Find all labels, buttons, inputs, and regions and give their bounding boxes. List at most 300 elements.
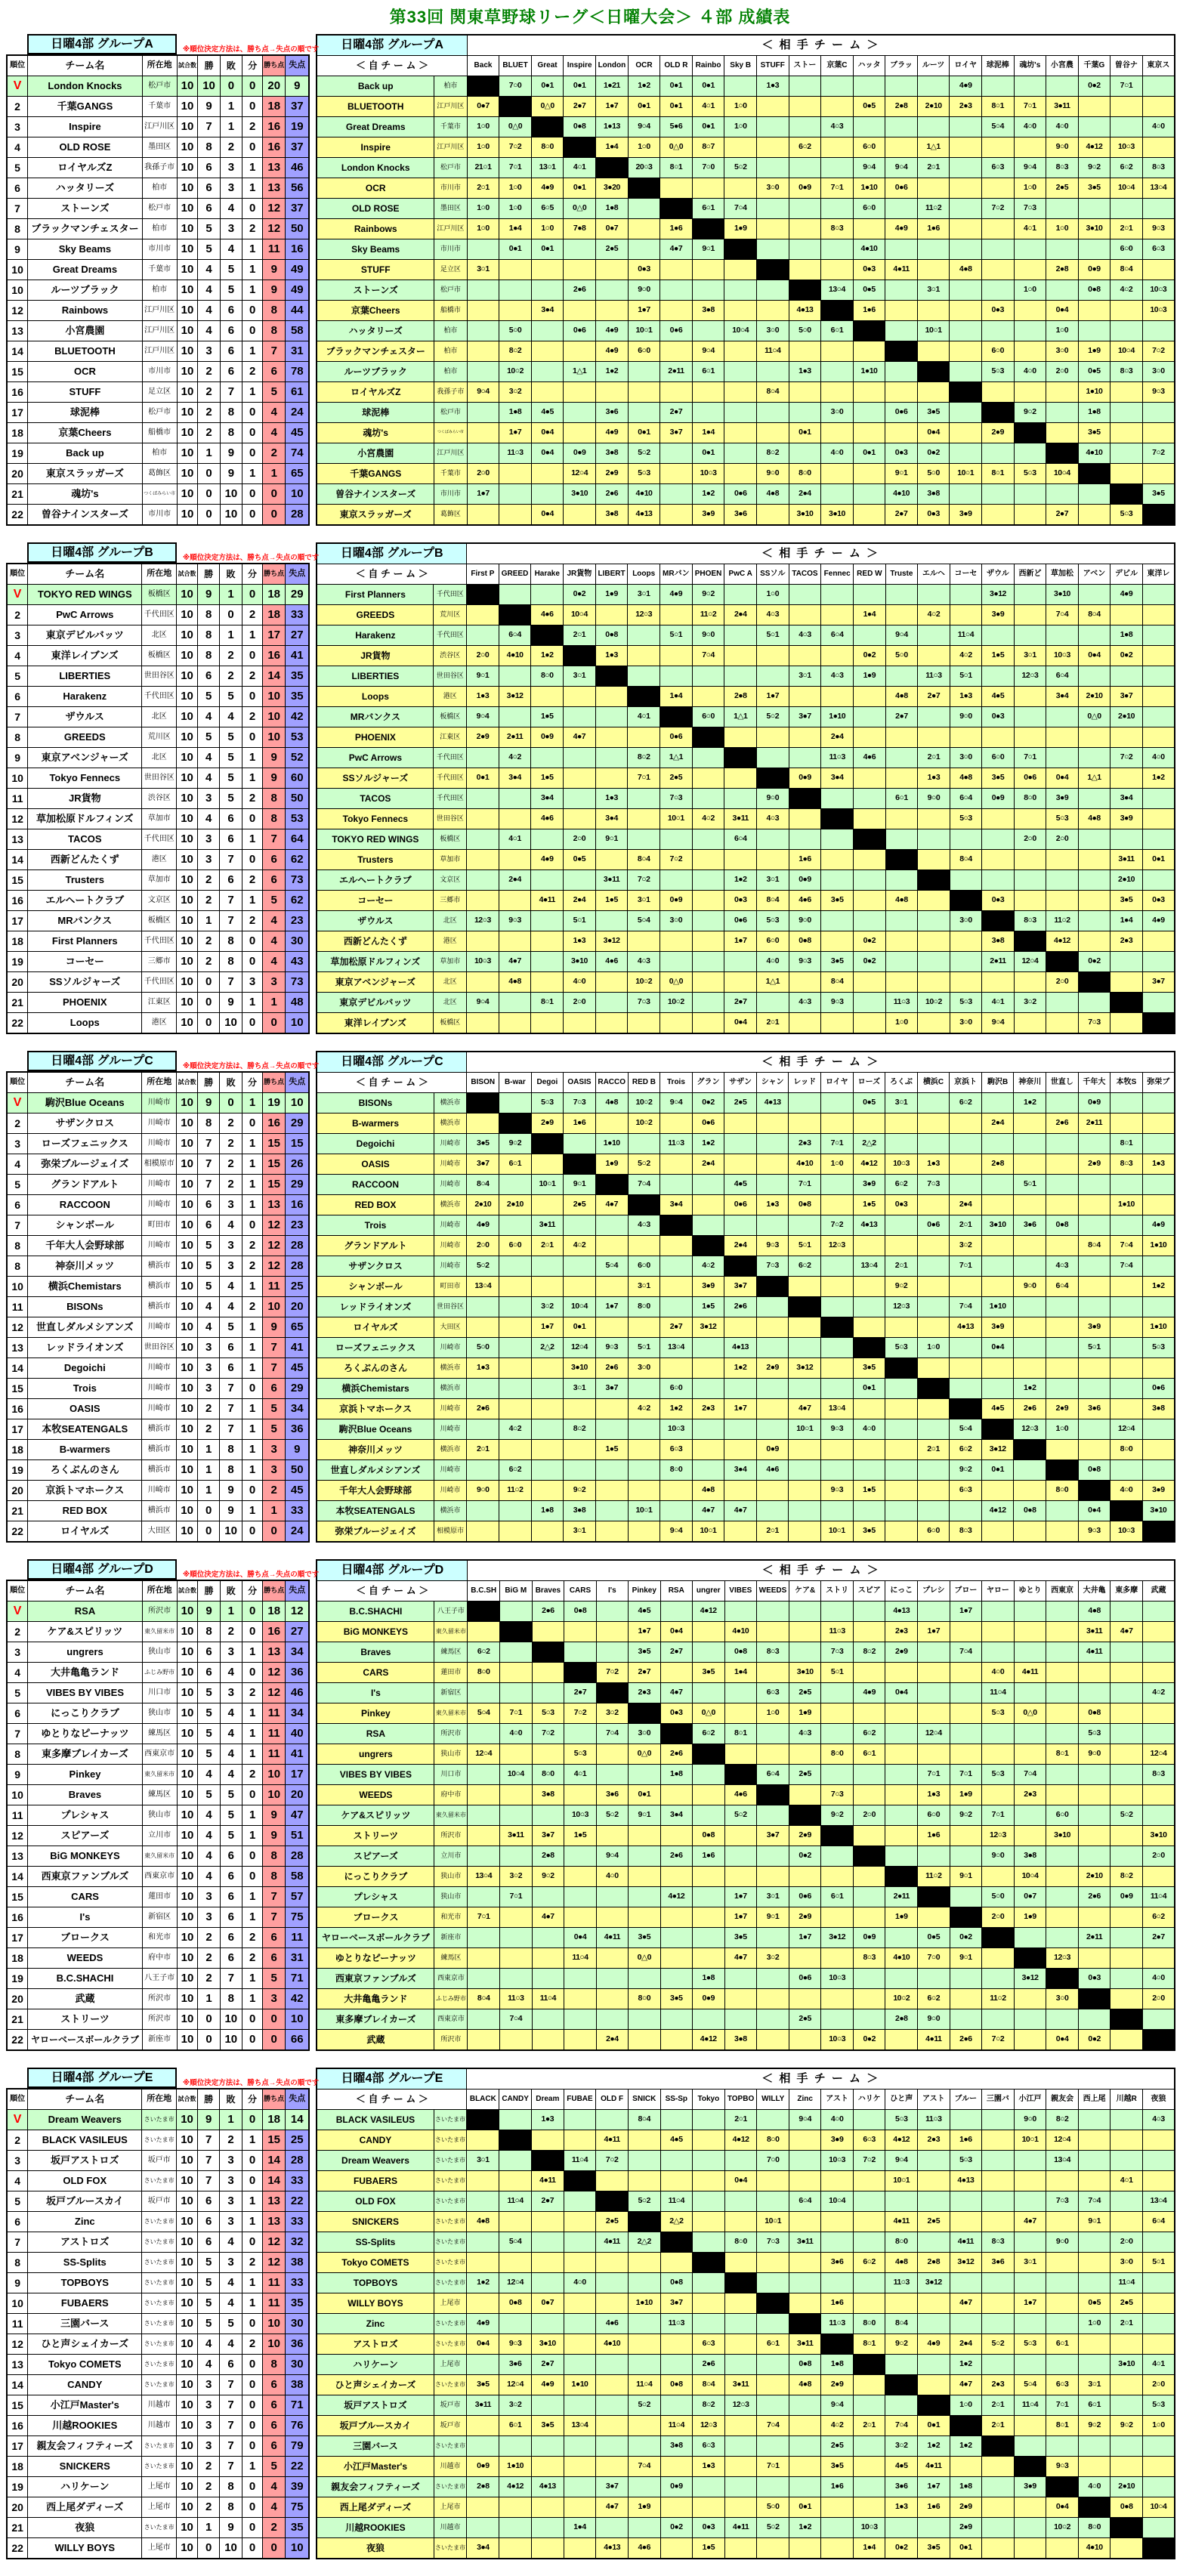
games-cell: 10 — [177, 1887, 198, 1907]
matrix-result-cell — [564, 2457, 596, 2477]
group-block-B — [6, 542, 1175, 1034]
matrix-result-cell: 3○1 — [467, 260, 499, 280]
matrix-result-cell: 8○0 — [821, 1744, 854, 1765]
matrix-result-cell — [724, 768, 757, 789]
runs-against-cell: 49 — [286, 280, 310, 301]
team-name-cell: エルヘートクラブ — [28, 891, 142, 911]
matrix-result-cell — [660, 646, 692, 666]
team-name-cell: TOKYO RED WINGS — [28, 585, 142, 605]
losses-cell: 8 — [220, 2477, 242, 2497]
matrix-col-header: スピア — [853, 1581, 885, 1602]
matrix-diagonal-cell — [885, 2375, 918, 2395]
matrix-result-cell: 11○3 — [821, 748, 854, 768]
matrix-result-cell — [918, 1846, 950, 1867]
matrix-result-cell — [596, 2009, 628, 2030]
matrix-result-cell: 9○1 — [1078, 2212, 1110, 2232]
draws-cell: 1 — [242, 1195, 262, 1215]
rank-cell: 21 — [7, 2009, 28, 2030]
matrix-diagonal-cell — [500, 1622, 533, 1642]
team-name-cell: JR貨物 — [28, 789, 142, 809]
matrix-result-cell — [1046, 1317, 1079, 1338]
matrix-result-cell — [982, 1867, 1015, 1887]
self-team-header: ＜ 自 チ ー ム ＞ — [317, 56, 467, 76]
standings-row — [7, 321, 309, 341]
matrix-result-cell — [789, 1785, 820, 1805]
matrix-result-cell — [756, 1175, 789, 1195]
location-cell: 相模原市 — [142, 1154, 177, 1175]
matrix-result-cell: 3○0 — [1110, 2253, 1142, 2273]
matrix-result-cell: 4○2 — [564, 1236, 596, 1256]
matrix-location-cell: 西東京市 — [434, 2009, 468, 2030]
matrix-result-cell — [531, 585, 564, 605]
matrix-location-cell: さいたま市 — [434, 2253, 467, 2273]
team-name-cell: 千葉GANGS — [28, 97, 143, 117]
matrix-col-header: RACCO — [595, 1073, 628, 1093]
team-name-cell: Rainbows — [28, 301, 143, 321]
runs-against-cell: 42 — [286, 707, 310, 727]
matrix-result-cell — [981, 239, 1014, 260]
matrix-result-cell: 8○2 — [756, 443, 789, 464]
points-cell: 4 — [263, 2477, 286, 2497]
losses-cell: 6 — [220, 1867, 242, 1887]
games-cell: 10 — [177, 1683, 198, 1703]
matrix-result-cell: 8○1 — [660, 158, 693, 178]
matrix-result-cell — [1078, 931, 1110, 952]
matrix-result-cell: 12○3 — [982, 1826, 1015, 1846]
wins-cell: 5 — [198, 1236, 220, 1256]
matrix-location-cell: 横浜市 — [434, 1358, 467, 1379]
standings-row — [7, 505, 309, 526]
matrix-location-cell: 横浜市 — [434, 1093, 467, 1113]
matrix-result-cell — [1014, 2518, 1046, 2538]
matrix-diagonal-cell — [1142, 2538, 1175, 2559]
matrix-team-cell: BiG MONKEYS — [317, 1622, 434, 1642]
matrix-col-header: 大井亀 — [1078, 1581, 1110, 1602]
wins-cell: 5 — [198, 1724, 220, 1744]
matrix-location-cell: 狭山市 — [434, 1744, 468, 1765]
matrix-location-cell: 世田谷区 — [434, 809, 467, 829]
matrix-result-cell: 5○3 — [531, 1093, 564, 1113]
matrix-result-cell: 2○1 — [917, 158, 950, 178]
matrix-result-cell — [692, 687, 724, 707]
matrix-result-cell: 1○0 — [1046, 1419, 1079, 1440]
games-cell: 10 — [177, 911, 198, 931]
matrix-result-cell: 4●8 — [950, 768, 982, 789]
matrix-result-cell: 5○3 — [628, 464, 660, 484]
runs-against-cell: 43 — [286, 952, 310, 972]
location-cell: さいたま市 — [142, 2436, 177, 2457]
runs-against-cell: 42 — [286, 1989, 310, 2009]
matrix-result-cell: 0●6 — [724, 1195, 757, 1215]
losses-cell: 0 — [220, 76, 242, 97]
matrix-team-cell: BISONs — [317, 1093, 434, 1113]
matrix-diagonal-cell — [853, 321, 885, 341]
matrix-team-cell: 大井亀亀ランド — [317, 1989, 434, 2009]
matrix-result-cell — [564, 423, 596, 443]
matrix-result-cell — [596, 2395, 629, 2416]
draws-cell: 2 — [242, 2253, 262, 2273]
matrix-result-cell: 0●8 — [564, 1602, 597, 1622]
matrix-result-cell: 2●9 — [789, 1826, 820, 1846]
location-cell: 川崎市 — [142, 1481, 177, 1501]
matrix-row — [317, 2497, 1175, 2518]
matrix-result-cell — [918, 1013, 950, 1034]
matrix-team-cell: コーセー — [317, 891, 434, 911]
games-cell: 10 — [177, 1765, 198, 1785]
matrix-result-cell — [1110, 403, 1143, 423]
matrix-col-header: 世直し — [1046, 1073, 1079, 1093]
matrix-diagonal-cell — [531, 2151, 564, 2171]
matrix-result-cell — [660, 301, 693, 321]
runs-against-cell: 23 — [286, 911, 310, 931]
runs-against-cell: 17 — [286, 1765, 310, 1785]
matrix-result-cell — [917, 1277, 950, 1297]
matrix-result-cell: 1●3 — [531, 2110, 564, 2130]
matrix-result-cell: 7○2 — [660, 850, 692, 870]
runs-against-cell: 33 — [286, 605, 310, 625]
matrix-result-cell — [918, 1969, 950, 1989]
matrix-result-cell: 4●7 — [789, 1399, 821, 1419]
matrix-result-cell — [596, 2416, 629, 2436]
matrix-result-cell — [982, 2497, 1015, 2518]
matrix-result-cell: 4○0 — [853, 1419, 885, 1440]
team-name-cell: WEEDS — [28, 1948, 143, 1969]
matrix-result-cell: 1●7 — [950, 1602, 982, 1622]
matrix-result-cell — [918, 1663, 950, 1683]
wins-cell: 4 — [198, 768, 220, 789]
matrix-result-cell — [595, 260, 628, 280]
matrix-team-cell: Back up — [317, 76, 434, 97]
matrix-result-cell — [531, 362, 563, 382]
matrix-result-cell: 0●4 — [885, 1683, 918, 1703]
team-name-cell: サザンクロス — [28, 1113, 142, 1134]
matrix-result-cell: 6○0 — [756, 931, 789, 952]
matrix-result-cell — [821, 2009, 854, 2030]
matrix-result-cell — [756, 748, 789, 768]
matrix-result-cell: 0●9 — [789, 178, 821, 199]
points-cell: 2 — [263, 2518, 286, 2538]
matrix-result-cell — [1110, 1989, 1143, 2009]
matrix-col-header: ブラッ — [885, 56, 918, 76]
matrix-result-cell: 12○4 — [564, 464, 596, 484]
rank-header: 順位 — [7, 1580, 28, 1602]
matrix-result-cell: 10○4 — [500, 1765, 533, 1785]
matrix-result-cell — [885, 829, 918, 850]
games-cell: 10 — [177, 2355, 198, 2375]
standings-row — [7, 1134, 309, 1154]
matrix-result-cell: 2●9 — [950, 2518, 982, 2538]
matrix-result-cell — [692, 382, 724, 403]
matrix-result-cell — [628, 1460, 660, 1481]
matrix-result-cell — [981, 178, 1014, 199]
matrix-row — [317, 1379, 1175, 1399]
matrix-table-A — [316, 34, 1175, 526]
matrix-result-cell: 4●7 — [950, 2375, 982, 2395]
matrix-result-cell: 11○2 — [918, 1867, 950, 1887]
matrix-result-cell — [1014, 1642, 1046, 1663]
matrix-result-cell: 8○2 — [693, 2395, 725, 2416]
games-cell: 10 — [177, 707, 198, 727]
team-name-cell: Braves — [28, 1785, 143, 1805]
losses-cell: 9 — [220, 993, 242, 1013]
matrix-result-cell: 3●9 — [692, 1277, 724, 1297]
matrix-result-cell — [1014, 2030, 1046, 2051]
matrix-result-cell: 8○4 — [756, 382, 789, 403]
losses-cell: 4 — [220, 239, 242, 260]
matrix-result-cell — [467, 809, 499, 829]
matrix-col-header: Loops — [628, 564, 660, 585]
matrix-result-cell: 0△0 — [660, 972, 692, 993]
matrix-result-cell — [982, 727, 1015, 748]
matrix-row — [317, 1642, 1175, 1663]
wins-cell: 5 — [198, 687, 220, 707]
matrix-result-cell: 4●6 — [595, 952, 628, 972]
matrix-result-cell: 6○4 — [950, 789, 982, 809]
matrix-diagonal-cell — [853, 1338, 885, 1358]
matrix-result-cell: 4○3 — [789, 1724, 820, 1744]
matrix-diagonal-cell — [918, 870, 950, 891]
matrix-location-cell: 坂戸市 — [434, 2416, 467, 2436]
standings-row — [7, 1013, 309, 1034]
matrix-result-cell: 2●5 — [564, 1195, 596, 1215]
matrix-result-cell — [853, 382, 885, 403]
draws-cell: 2 — [242, 219, 263, 239]
matrix-col-header: MRバン — [660, 564, 692, 585]
matrix-location-cell: ふじみ野市 — [434, 1989, 468, 2009]
draws-cell: 0 — [242, 1113, 262, 1134]
draws-cell: 1 — [242, 1703, 262, 1724]
matrix-result-cell: 4●10 — [1078, 2538, 1110, 2559]
matrix-result-cell: 0●2 — [1078, 76, 1110, 97]
matrix-result-cell: 10○4 — [1046, 464, 1079, 484]
matrix-result-cell — [1110, 2191, 1142, 2212]
matrix-result-cell — [596, 1887, 628, 1907]
matrix-result-cell: 4●9 — [467, 1215, 499, 1236]
matrix-result-cell: 4●6 — [596, 2314, 629, 2334]
matrix-result-cell: 8○3 — [821, 219, 853, 239]
matrix-result-cell: 1●21 — [595, 76, 628, 97]
matrix-result-cell: 0●2 — [885, 2538, 918, 2559]
matrix-result-cell — [950, 972, 982, 993]
matrix-result-cell — [918, 829, 950, 850]
matrix-result-cell: 1●3 — [918, 1785, 950, 1805]
matrix-location-cell: 川崎市 — [434, 1338, 467, 1358]
matrix-col-header: 川越R — [1110, 2090, 1142, 2110]
matrix-result-cell — [564, 1460, 596, 1481]
matrix-result-cell — [660, 1481, 692, 1501]
matrix-result-cell: 7○1 — [789, 1175, 821, 1195]
matrix-location-cell: 柏市 — [434, 76, 468, 97]
matrix-result-cell — [821, 1724, 854, 1744]
matrix-row — [317, 789, 1175, 809]
matrix-diagonal-cell — [628, 1195, 660, 1215]
matrix-result-cell — [981, 1481, 1014, 1501]
matrix-result-cell — [853, 2191, 885, 2212]
matrix-result-cell: 7○4 — [1046, 605, 1079, 625]
games-cell: 10 — [177, 1256, 198, 1277]
matrix-result-cell: 5○1 — [789, 1236, 821, 1256]
matrix-result-cell — [595, 1419, 628, 1440]
points-cell: 8 — [263, 1867, 286, 1887]
matrix-result-cell — [660, 1867, 692, 1887]
matrix-result-cell — [628, 2273, 660, 2293]
wins-cell: 3 — [197, 2375, 219, 2395]
draws-cell: 1 — [242, 768, 262, 789]
matrix-result-cell — [1110, 1683, 1143, 1703]
matrix-result-cell: 2○1 — [982, 2416, 1015, 2436]
matrix-diagonal-cell — [693, 2253, 725, 2273]
matrix-result-cell — [757, 1867, 789, 1887]
matrix-result-cell — [917, 1134, 950, 1154]
matrix-result-cell — [1142, 585, 1175, 605]
matrix-col-header: Dream — [531, 2090, 564, 2110]
losses-cell: 3 — [220, 1195, 242, 1215]
matrix-result-cell — [821, 464, 853, 484]
points-cell: 5 — [263, 1399, 286, 1419]
standings-table-D — [6, 1580, 310, 2051]
matrix-result-cell — [499, 789, 531, 809]
matrix-result-cell — [756, 1399, 789, 1419]
matrix-col-header: グラン — [692, 1073, 724, 1093]
matrix-result-cell — [724, 137, 757, 158]
matrix-result-cell: 1●9 — [1014, 1907, 1046, 1928]
group-title: 日曜4部 グループB — [27, 542, 177, 563]
standings-row — [7, 1948, 309, 1969]
matrix-result-cell — [531, 484, 563, 505]
draws-cell: 1 — [242, 1440, 262, 1460]
games-cell: 10 — [177, 1460, 198, 1481]
location-cell: 所沢市 — [142, 2009, 177, 2030]
runs-against-cell: 33 — [286, 2273, 310, 2293]
matrix-result-cell: 2●5 — [918, 2212, 950, 2232]
matrix-result-cell — [531, 2538, 564, 2559]
matrix-location-cell: 柏市 — [434, 321, 468, 341]
matrix-result-cell — [982, 2212, 1015, 2232]
matrix-result-cell — [564, 2232, 596, 2253]
losses-cell: 6 — [220, 301, 242, 321]
matrix-result-cell — [595, 1460, 628, 1481]
wins-cell: 6 — [198, 666, 220, 687]
losses-cell: 7 — [220, 972, 242, 993]
wins-cell: 4 — [198, 707, 220, 727]
standings-row — [7, 1703, 309, 1724]
matrix-result-cell: 10○3 — [885, 1154, 918, 1175]
matrix-col-header: Trois — [660, 1073, 692, 1093]
matrix-result-cell — [1046, 1703, 1079, 1724]
matrix-result-cell: 4●9 — [853, 1683, 885, 1703]
matrix-result-cell — [950, 870, 982, 891]
wins-cell: 0 — [198, 2030, 220, 2051]
games-cell: 10 — [177, 1846, 198, 1867]
matrix-result-cell — [467, 1013, 499, 1034]
matrix-team-cell: Degoichi — [317, 1134, 434, 1154]
matrix-result-cell: 12○3 — [693, 2416, 725, 2436]
wins-cell: 2 — [198, 931, 220, 952]
matrix-result-cell: 3○0 — [950, 1013, 982, 1034]
matrix-result-cell: 6○4 — [1046, 1277, 1079, 1297]
matrix-result-cell — [499, 1297, 532, 1317]
points-cell: 8 — [263, 301, 286, 321]
matrix-result-cell: 5○0 — [499, 321, 532, 341]
group-title: 日曜4部 グループA — [317, 35, 467, 56]
rank-cell: 3 — [7, 117, 28, 137]
matrix-result-cell — [564, 1989, 597, 2009]
matrix-result-cell — [1142, 707, 1175, 727]
location-cell: 葛飾区 — [142, 464, 177, 484]
matrix-result-cell: 4○3 — [821, 117, 853, 137]
runs-against-cell: 50 — [286, 219, 310, 239]
matrix-col-header: VIBES — [724, 1581, 757, 1602]
matrix-result-cell: 12○4 — [1142, 1744, 1175, 1765]
matrix-col-header: London — [595, 56, 628, 76]
matrix-result-cell: 2●8 — [1046, 260, 1079, 280]
matrix-result-cell: 1●6 — [660, 219, 693, 239]
matrix-result-cell: 8○1 — [981, 464, 1014, 484]
matrix-result-cell — [724, 2477, 757, 2497]
matrix-result-cell: 9○2 — [950, 1805, 982, 1826]
matrix-result-cell — [660, 1969, 692, 1989]
location-cell: 世田谷区 — [142, 1338, 177, 1358]
matrix-header-row-2 — [317, 56, 1175, 76]
matrix-result-cell — [1014, 301, 1046, 321]
matrix-result-cell — [1142, 1093, 1175, 1113]
runs-against-cell: 76 — [286, 2416, 310, 2436]
matrix-result-cell — [1046, 625, 1079, 646]
matrix-result-cell: 0●3 — [885, 443, 918, 464]
matrix-result-cell — [950, 443, 982, 464]
draws-cell: 1 — [242, 625, 262, 646]
matrix-result-cell: 4●6 — [628, 2538, 660, 2559]
matrix-result-cell — [692, 1175, 724, 1195]
losses-cell: 6 — [220, 870, 242, 891]
matrix-result-cell: 5○2 — [982, 2334, 1015, 2355]
matrix-result-cell: 2○0 — [1014, 829, 1046, 850]
wins-cell: 6 — [198, 178, 220, 199]
matrix-col-header: Zinc — [789, 2090, 821, 2110]
games-cell: 10 — [177, 2212, 198, 2232]
losses-cell: 6 — [220, 362, 242, 382]
standings-row — [7, 1317, 309, 1338]
losses-cell: 1 — [220, 585, 242, 605]
matrix-result-cell: 2●10 — [1078, 1867, 1110, 1887]
matrix-result-cell: 3●8 — [564, 1501, 596, 1521]
matrix-result-cell: 1○0 — [757, 1703, 789, 1724]
wins-cell: 0 — [198, 1013, 220, 1034]
matrix-result-cell — [1078, 117, 1110, 137]
matrix-diagonal-cell — [1110, 2518, 1142, 2538]
standings-row — [7, 280, 309, 301]
standings-row — [7, 931, 309, 952]
matrix-result-cell — [1142, 1134, 1175, 1154]
points-cell: 16 — [263, 646, 286, 666]
matrix-result-cell: 4●8 — [885, 687, 918, 707]
matrix-diagonal-cell — [564, 1663, 597, 1683]
rank-cell: 4 — [7, 646, 28, 666]
matrix-result-cell: 11○4 — [628, 2375, 660, 2395]
team-name-cell: Pinkey — [28, 1765, 143, 1785]
games-cell: 10 — [177, 362, 198, 382]
matrix-result-cell — [564, 1887, 597, 1907]
draws-cell: 0 — [242, 2232, 262, 2253]
matrix-result-cell: 4●12 — [499, 2477, 532, 2497]
standings-row — [7, 2416, 309, 2436]
points-cell: 13 — [263, 158, 286, 178]
games-cell: 10 — [177, 1663, 198, 1683]
draws-cell: 0 — [242, 403, 263, 423]
matrix-result-cell: 3●5 — [628, 1928, 660, 1948]
matrix-result-cell — [885, 585, 918, 605]
matrix-result-cell — [500, 2030, 533, 2051]
